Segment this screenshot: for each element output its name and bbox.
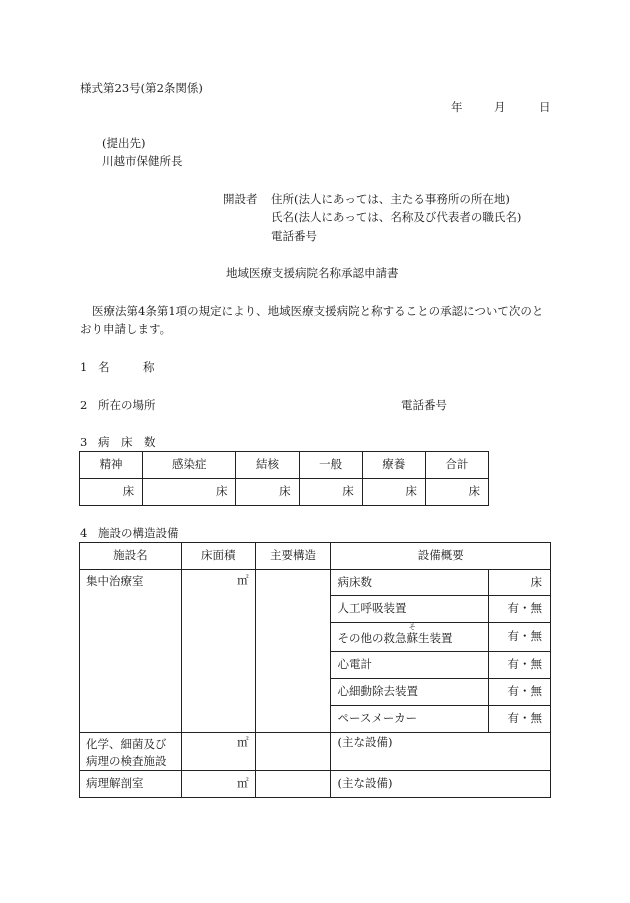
date-day-label: 日	[539, 100, 551, 114]
item-2-label: 所在の場所	[98, 398, 156, 412]
lab-name	[80, 733, 182, 771]
lab-area-cell[interactable]	[181, 733, 255, 771]
lab-name-line-2: 病理の検査施設	[86, 753, 167, 768]
item-3-number: 3	[80, 435, 88, 449]
lab-equipment-cell[interactable]	[331, 733, 551, 771]
bed-cell-infectious[interactable]	[143, 479, 236, 506]
autopsy-equipment-label: (主な設備)	[337, 776, 393, 791]
icu-row-value[interactable]: 床	[489, 570, 551, 596]
item-1-label-b: 称	[143, 360, 155, 374]
applicant-address: 住所(法人にあっては、主たる事務所の所在地)	[271, 192, 510, 206]
addressee-label: (提出先)	[102, 136, 146, 150]
bed-unit: 床	[468, 484, 480, 499]
bed-cell-psychiatric[interactable]	[80, 479, 143, 506]
bed-unit: 床	[342, 484, 354, 499]
item-2-phone-label: 電話番号	[401, 398, 447, 412]
body-line-1: 医療法第4条第1項の規定により、地域医療支援病院と称することの承認について次のと	[92, 304, 544, 318]
bed-header-tuberculosis: 結核	[236, 452, 299, 479]
autopsy-equipment-cell[interactable]	[331, 771, 551, 798]
autopsy-name: 病理解剖室	[80, 771, 182, 798]
area-unit: ㎡	[237, 776, 249, 791]
icu-area-cell[interactable]	[181, 570, 255, 733]
icu-row-label: ペースメーカー	[331, 706, 489, 733]
body-line-2: おり申請します。	[80, 322, 172, 336]
bed-header-long-term: 療養	[362, 452, 425, 479]
applicant-role: 開設者	[223, 192, 258, 206]
date-month-label: 月	[494, 100, 506, 114]
document-title: 地域医療支援病院名称承認申請書	[226, 266, 399, 280]
bed-count-table	[79, 451, 489, 506]
icu-row-label: 心電計	[331, 652, 489, 679]
bed-cell-general[interactable]	[299, 479, 362, 506]
facility-table	[79, 542, 551, 798]
item-4-number: 4	[80, 526, 88, 540]
lab-name-line-1: 化学、細菌及び	[86, 737, 167, 751]
icu-row-value[interactable]: 有・無	[489, 706, 551, 733]
bed-header-general: 一般	[299, 452, 362, 479]
date-year-label: 年	[451, 100, 463, 114]
icu-row-label: 病床数	[331, 570, 489, 596]
item-4-label: 施設の構造設備	[98, 526, 179, 540]
autopsy-area-cell[interactable]	[181, 771, 255, 798]
facility-header-area: 床面積	[181, 543, 255, 570]
addressee-name: 川越市保健所長	[102, 154, 183, 168]
item-1-label-a: 名	[98, 360, 110, 374]
facility-header-name: 施設名	[80, 543, 182, 570]
autopsy-structure-cell[interactable]	[255, 771, 331, 798]
bed-header-total: 合計	[425, 452, 488, 479]
lab-structure-cell[interactable]	[255, 733, 331, 771]
facility-header-structure: 主要構造	[255, 543, 331, 570]
area-unit: ㎡	[237, 573, 249, 587]
applicant-name: 氏名(法人にあっては、名称及び代表者の職氏名)	[271, 210, 522, 224]
icu-row-value[interactable]: 有・無	[489, 679, 551, 706]
form-number: 様式第23号(第2条関係)	[80, 81, 203, 95]
bed-unit: 床	[405, 484, 417, 499]
bed-unit: 床	[215, 484, 228, 499]
icu-structure-cell[interactable]	[255, 570, 331, 733]
applicant-phone: 電話番号	[271, 229, 317, 243]
item-3-label: 病 床 数	[98, 435, 156, 449]
bed-header-infectious: 感染症	[143, 452, 236, 479]
icu-name-text: 集中治療室	[86, 574, 144, 588]
bed-header-psychiatric: 精神	[80, 452, 143, 479]
bed-unit: 床	[279, 484, 291, 499]
area-unit: ㎡	[237, 735, 249, 749]
bed-cell-tuberculosis[interactable]	[236, 479, 299, 506]
item-1-number: 1	[80, 360, 88, 374]
bed-cell-long-term[interactable]	[362, 479, 425, 506]
bed-cell-total[interactable]	[425, 479, 488, 506]
facility-header-equipment: 設備概要	[331, 543, 551, 570]
icu-row-value[interactable]: 有・無	[489, 596, 551, 623]
icu-row-label: その他の救急 そ 蘇生装置	[331, 623, 489, 652]
icu-row-label: 人工呼吸装置	[331, 596, 489, 623]
icu-row-value[interactable]: 有・無	[489, 652, 551, 679]
ruby-text: そ	[408, 623, 416, 632]
lab-equipment-label: (主な設備)	[337, 735, 393, 749]
icu-name	[80, 570, 182, 733]
icu-row-value[interactable]: 有・無	[489, 623, 551, 652]
icu-row-label: 心細動除去装置	[331, 679, 489, 706]
bed-unit: 床	[122, 484, 135, 499]
item-2-number: 2	[80, 398, 88, 412]
